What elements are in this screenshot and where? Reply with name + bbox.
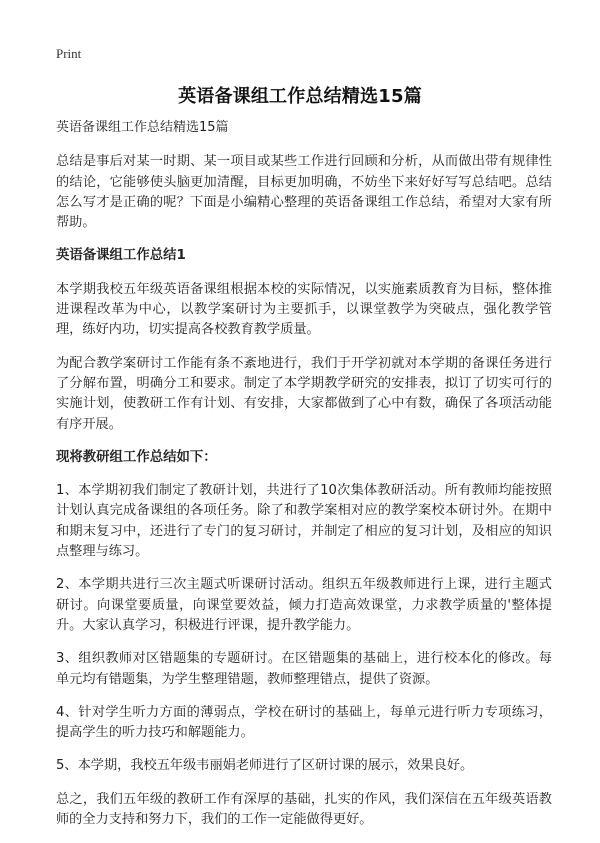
article-subtitle: 英语备课组工作总结精选15篇 <box>56 120 229 135</box>
section-heading-2: 现将教研组工作总结如下： <box>56 449 217 465</box>
section-heading-1: 英语备课组工作总结1 <box>56 248 186 264</box>
page-title: 英语备课组工作总结精选15篇 <box>178 86 422 107</box>
paragraph-2: 为配合教学案研讨工作能有条不紊地进行，我们于开学初就对本学期的备课任务进行了分解布置，明确分工和要求。制定了本学期教学研究的安排表，拟订了切实可行的实施计划，使教研工作有计划、有安排，大家都做到了心中有数，确保了各项活动能有序开展。 <box>56 355 552 432</box>
conclusion-paragraph: 总之，我们五年级的教研工作有深厚的基础，扎实的作风，我们深信在五年级英语教师的全力支持和努力下，我们的工作一定能做得更好。 <box>56 791 552 828</box>
print-link[interactable]: Print <box>56 46 82 61</box>
list-item-2: 2、本学期共进行三次主题式听课研讨活动。组织五年级教师进行上课，进行主题式研讨。向课堂要质量，向课堂要效益，倾力打造高效课堂，力求教学质量的'整体提升。大家认真学习，积极进行评课，提升教学能力。 <box>56 577 552 633</box>
intro-paragraph: 总结是事后对某一时期、某一项目或某些工作进行回顾和分析，从而做出带有规律性的结论，它能够使头脑更加清醒，目标更加明确，不妨坐下来好好写写总结吧。总结怎么写才是正确的呢？下面是小编精心整理的英语备课组工作总结，希望对大家有所帮助。 <box>56 154 552 231</box>
list-item-4: 4、针对学生听力方面的薄弱点，学校在研讨的基础上，每单元进行听力专项练习，提高学生的听力技巧和解题能力。 <box>56 704 552 741</box>
article-body <box>56 118 552 843</box>
paragraph-1: 本学期我校五年级英语备课组根据本校的实际情况，以实施素质教育为目标，整体推进课程改革为中心，以教学案研讨为主要抓手，以课堂教学为突破点，强化教学管理，练好内功，切实提高各校教育教学质量。 <box>56 281 552 338</box>
list-item-3: 3、组织教师对区错题集的专题研讨。在区错题集的基础上，进行校本化的修改。每单元均有错题集，为学生整理错题，教师整理错点，提供了资源。 <box>56 651 552 687</box>
list-item-5: 5、本学期，我校五年级韦丽娟老师进行了区研讨课的展示，效果良好。 <box>56 758 474 774</box>
list-item-1: 1、本学期初我们制定了教研计划，共进行了10次集体教研活动。所有教师均能按照计划认真完成备课组的各项任务。除了和教学案相对应的教学案校本研讨外。在期中和期末复习中，还进行了专门的复习研讨，并制定了相应的复习计划，及相应的知识点整理与练习。 <box>56 483 552 560</box>
